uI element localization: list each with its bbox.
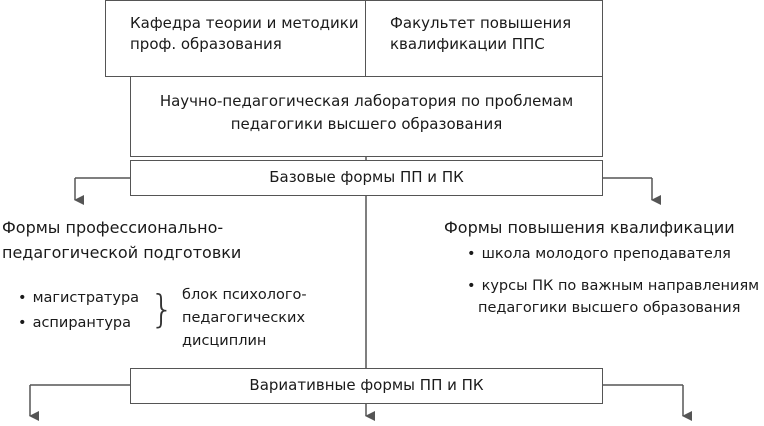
right-section-title: Формы повышения квалификации	[444, 218, 735, 237]
left-section-title-line2: педагогической подготовки	[2, 243, 242, 262]
list-item-young-teacher-school: • школа молодого преподавателя	[467, 244, 731, 265]
list-item-master: • магистратура	[18, 288, 139, 309]
department-line2: проф. образования	[130, 35, 282, 53]
faculty-line2: квалификации ППС	[390, 35, 545, 53]
faculty-box	[365, 0, 603, 77]
list-item-courses-line2: педагогики высшего образования	[478, 300, 741, 316]
left-section-title-line1: Формы профессионально-	[2, 218, 224, 237]
base-forms-box	[130, 160, 603, 196]
laboratory-box	[130, 76, 603, 157]
faculty-line1: Факультет повышения	[390, 14, 572, 32]
department-box	[105, 0, 367, 77]
laboratory-line1: Научно-педагогическая лаборатория по проблемам	[159, 92, 574, 110]
laboratory-line2: педагогики высшего образования	[230, 115, 503, 133]
list-item-postgrad: • аспирантура	[18, 313, 131, 334]
curly-brace: }	[150, 287, 175, 331]
discipline-block-line2: педагогических	[182, 310, 306, 326]
discipline-block-line1: блок психолого-	[182, 287, 307, 303]
base-forms-label: Базовые формы ПП и ПК	[269, 168, 464, 186]
list-item-courses: • курсы ПК по важным направлениям	[467, 276, 759, 297]
department-line1: Кафедра теории и методики	[130, 14, 359, 32]
variative-forms-label: Вариативные формы ПП и ПК	[249, 376, 484, 394]
variative-forms-box	[130, 368, 603, 404]
discipline-block-line3: дисциплин	[182, 333, 267, 349]
